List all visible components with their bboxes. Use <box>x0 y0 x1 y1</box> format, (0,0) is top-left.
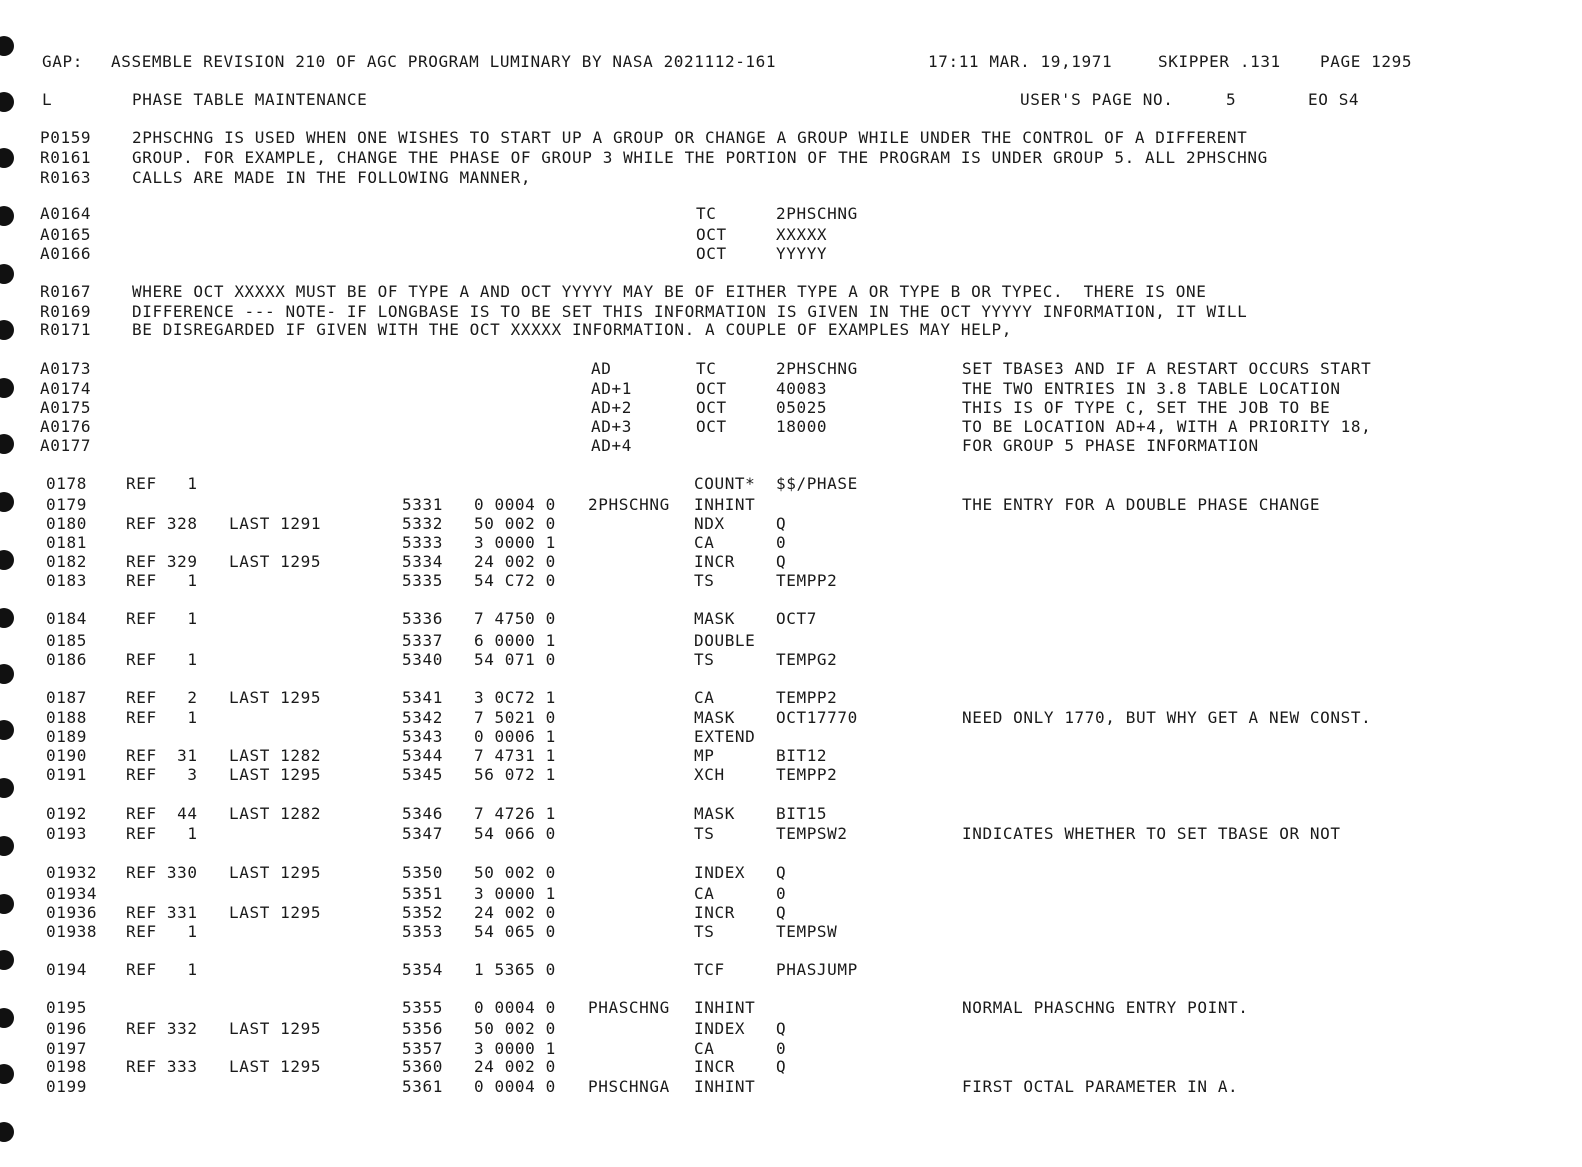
opcode: TCF <box>694 960 725 979</box>
last-page-ref: LAST 1291 <box>229 514 322 533</box>
operand: BIT15 <box>776 804 828 823</box>
sprocket-hole <box>0 206 14 226</box>
memory-address: 5343 <box>402 727 443 746</box>
example-op: TC <box>696 204 717 223</box>
sprocket-hole <box>0 894 14 914</box>
ref-count: REF 1 <box>126 922 198 941</box>
octal-word: 24 002 0 <box>474 903 556 922</box>
remark-id: R0161 <box>40 148 92 167</box>
operand: TEMPP2 <box>776 688 838 707</box>
comment: THE ENTRY FOR A DOUBLE PHASE CHANGE <box>962 495 1321 514</box>
opcode: DOUBLE <box>694 631 756 650</box>
octal-word: 3 0000 1 <box>474 1039 556 1058</box>
sprocket-hole <box>0 664 14 684</box>
source-line-number: 0197 <box>46 1039 87 1058</box>
memory-address: 5341 <box>402 688 443 707</box>
last-page-ref: LAST 1295 <box>229 765 322 784</box>
sprocket-hole <box>0 434 14 454</box>
ref-count: REF 331 <box>126 903 198 922</box>
opcode: INCR <box>694 903 735 922</box>
eo-code: EO S4 <box>1308 90 1360 109</box>
example-label: AD <box>591 359 612 378</box>
memory-address: 5332 <box>402 514 443 533</box>
example-operand: 2PHSCHNG <box>776 359 858 378</box>
sprocket-hole <box>0 92 14 112</box>
example-operand: 2PHSCHNG <box>776 204 858 223</box>
sprocket-hole <box>0 608 14 628</box>
opcode: TS <box>694 824 715 843</box>
source-line-number: 01938 <box>46 922 98 941</box>
operand: Q <box>776 863 787 882</box>
memory-address: 5352 <box>402 903 443 922</box>
ref-count: REF 44 <box>126 804 198 823</box>
source-line-number: 01932 <box>46 863 98 882</box>
symbol-label: PHSCHNGA <box>588 1077 670 1096</box>
operand: 0 <box>776 533 787 552</box>
example-label: AD+3 <box>591 417 632 436</box>
remark-text: BE DISREGARDED IF GIVEN WITH THE OCT XXXXX INFORMATION. A COUPLE OF EXAMPLES MAY HELP, <box>132 320 1013 339</box>
octal-word: 0 0006 1 <box>474 727 556 746</box>
source-line-number: 0186 <box>46 650 87 669</box>
source-line-number: 0184 <box>46 609 87 628</box>
octal-word: 0 0004 0 <box>474 998 556 1017</box>
memory-address: 5361 <box>402 1077 443 1096</box>
sprocket-hole <box>0 950 14 970</box>
operand: TEMPSW <box>776 922 838 941</box>
opcode: TS <box>694 571 715 590</box>
octal-word: 54 066 0 <box>474 824 556 843</box>
operand: 0 <box>776 884 787 903</box>
memory-address: 5357 <box>402 1039 443 1058</box>
remark-text: DIFFERENCE --- NOTE- IF LONGBASE IS TO BE SET THIS INFORMATION IS GIVEN IN THE OCT YYYYY INFORMATION, IT WILL <box>132 302 1248 321</box>
opcode: MASK <box>694 804 735 823</box>
ref-count: REF 1 <box>126 708 198 727</box>
memory-address: 5353 <box>402 922 443 941</box>
memory-address: 5350 <box>402 863 443 882</box>
example-op: OCT <box>696 225 727 244</box>
example-label: AD+4 <box>591 436 632 455</box>
memory-address: 5354 <box>402 960 443 979</box>
memory-address: 5347 <box>402 824 443 843</box>
example-line-id: A0165 <box>40 225 92 244</box>
example-label: AD+2 <box>591 398 632 417</box>
octal-word: 50 002 0 <box>474 863 556 882</box>
comment: NORMAL PHASCHNG ENTRY POINT. <box>962 998 1249 1017</box>
memory-address: 5346 <box>402 804 443 823</box>
ref-count: REF 328 <box>126 514 198 533</box>
source-line-number: 0183 <box>46 571 87 590</box>
last-page-ref: LAST 1282 <box>229 804 322 823</box>
sprocket-hole <box>0 778 14 798</box>
example-line-id: A0174 <box>40 379 92 398</box>
opcode: INCR <box>694 552 735 571</box>
octal-word: 0 0004 0 <box>474 495 556 514</box>
memory-address: 5342 <box>402 708 443 727</box>
octal-word: 54 065 0 <box>474 922 556 941</box>
remark-text: 2PHSCHNG IS USED WHEN ONE WISHES TO START UP A GROUP OR CHANGE A GROUP WHILE UNDER THE CONTROL OF A DIFFERENT <box>132 128 1248 147</box>
gap-label: GAP: <box>42 52 83 71</box>
opcode: CA <box>694 533 715 552</box>
operand: OCT7 <box>776 609 817 628</box>
last-page-ref: LAST 1295 <box>229 1057 322 1076</box>
source-line-number: 0196 <box>46 1019 87 1038</box>
operand: Q <box>776 1057 787 1076</box>
ref-count: REF 31 <box>126 746 198 765</box>
opcode: COUNT* <box>694 474 756 493</box>
sprocket-hole <box>0 264 14 284</box>
memory-address: 5335 <box>402 571 443 590</box>
remark-text: CALLS ARE MADE IN THE FOLLOWING MANNER, <box>132 168 532 187</box>
example-comment: THIS IS OF TYPE C, SET THE JOB TO BE <box>962 398 1331 417</box>
page-number: PAGE 1295 <box>1320 52 1413 71</box>
memory-address: 5334 <box>402 552 443 571</box>
ref-count: REF 329 <box>126 552 198 571</box>
example-line-id: A0166 <box>40 244 92 263</box>
example-op: OCT <box>696 379 727 398</box>
operand: 0 <box>776 1039 787 1058</box>
source-line-number: 0189 <box>46 727 87 746</box>
operand: OCT17770 <box>776 708 858 727</box>
source-line-number: 0199 <box>46 1077 87 1096</box>
sprocket-hole <box>0 1122 14 1142</box>
symbol-label: 2PHSCHNG <box>588 495 670 514</box>
memory-address: 5336 <box>402 609 443 628</box>
octal-word: 56 072 1 <box>474 765 556 784</box>
example-line-id: A0173 <box>40 359 92 378</box>
opcode: CA <box>694 1039 715 1058</box>
comment: FIRST OCTAL PARAMETER IN A. <box>962 1077 1239 1096</box>
sprocket-hole <box>0 148 14 168</box>
sprocket-hole <box>0 320 14 340</box>
memory-address: 5333 <box>402 533 443 552</box>
opcode: INDEX <box>694 863 746 882</box>
section-title: PHASE TABLE MAINTENANCE <box>132 90 368 109</box>
memory-address: 5356 <box>402 1019 443 1038</box>
sprocket-hole <box>0 550 14 570</box>
comment: NEED ONLY 1770, BUT WHY GET A NEW CONST. <box>962 708 1372 727</box>
octal-word: 24 002 0 <box>474 1057 556 1076</box>
ref-count: REF 1 <box>126 571 198 590</box>
memory-address: 5337 <box>402 631 443 650</box>
ref-count: REF 1 <box>126 960 198 979</box>
operand: TEMPG2 <box>776 650 838 669</box>
opcode: MASK <box>694 609 735 628</box>
example-comment: SET TBASE3 AND IF A RESTART OCCURS START <box>962 359 1372 378</box>
memory-address: 5331 <box>402 495 443 514</box>
operand: TEMPP2 <box>776 571 838 590</box>
octal-word: 7 5021 0 <box>474 708 556 727</box>
last-page-ref: LAST 1295 <box>229 688 322 707</box>
ref-count: REF 1 <box>126 609 198 628</box>
sprocket-hole <box>0 378 14 398</box>
octal-word: 3 0000 1 <box>474 533 556 552</box>
operand: Q <box>776 514 787 533</box>
sprocket-hole <box>0 1008 14 1028</box>
opcode: INHINT <box>694 1077 756 1096</box>
source-line-number: 0198 <box>46 1057 87 1076</box>
opcode: TS <box>694 922 715 941</box>
source-line-number: 0194 <box>46 960 87 979</box>
memory-address: 5340 <box>402 650 443 669</box>
users-page-number: 5 <box>1226 90 1237 109</box>
opcode: CA <box>694 884 715 903</box>
example-operand: YYYYY <box>776 244 828 263</box>
source-line-number: 0185 <box>46 631 87 650</box>
octal-word: 7 4731 1 <box>474 746 556 765</box>
octal-word: 54 071 0 <box>474 650 556 669</box>
ref-count: REF 1 <box>126 474 198 493</box>
octal-word: 24 002 0 <box>474 552 556 571</box>
source-line-number: 01934 <box>46 884 98 903</box>
operand: TEMPSW2 <box>776 824 848 843</box>
example-op: OCT <box>696 417 727 436</box>
source-line-number: 01936 <box>46 903 98 922</box>
octal-word: 7 4726 1 <box>474 804 556 823</box>
last-page-ref: LAST 1295 <box>229 552 322 571</box>
source-line-number: 0193 <box>46 824 87 843</box>
memory-address: 5345 <box>402 765 443 784</box>
sprocket-hole <box>0 1064 14 1084</box>
ref-count: REF 1 <box>126 650 198 669</box>
opcode: INHINT <box>694 998 756 1017</box>
opcode: XCH <box>694 765 725 784</box>
operand: PHASJUMP <box>776 960 858 979</box>
ref-count: REF 330 <box>126 863 198 882</box>
ref-count: REF 3 <box>126 765 198 784</box>
source-line-number: 0188 <box>46 708 87 727</box>
symbol-label: PHASCHNG <box>588 998 670 1017</box>
opcode: INHINT <box>694 495 756 514</box>
octal-word: 0 0004 0 <box>474 1077 556 1096</box>
ref-count: REF 333 <box>126 1057 198 1076</box>
sprocket-hole <box>0 836 14 856</box>
operand: TEMPP2 <box>776 765 838 784</box>
comment: INDICATES WHETHER TO SET TBASE OR NOT <box>962 824 1341 843</box>
opcode: CA <box>694 688 715 707</box>
last-page-ref: LAST 1282 <box>229 746 322 765</box>
example-line-id: A0175 <box>40 398 92 417</box>
octal-word: 3 0000 1 <box>474 884 556 903</box>
example-operand: XXXXX <box>776 225 828 244</box>
opcode: NDX <box>694 514 725 533</box>
source-line-number: 0195 <box>46 998 87 1017</box>
example-op: OCT <box>696 244 727 263</box>
octal-word: 50 002 0 <box>474 514 556 533</box>
ref-count: REF 2 <box>126 688 198 707</box>
octal-word: 50 002 0 <box>474 1019 556 1038</box>
remark-text: GROUP. FOR EXAMPLE, CHANGE THE PHASE OF GROUP 3 WHILE THE PORTION OF THE PROGRAM IS UNDER GROUP 5. ALL 2PHSCHNG <box>132 148 1268 167</box>
ref-count: REF 1 <box>126 824 198 843</box>
remark-id: R0171 <box>40 320 92 339</box>
octal-word: 7 4750 0 <box>474 609 556 628</box>
source-line-number: 0191 <box>46 765 87 784</box>
operand: Q <box>776 1019 787 1038</box>
last-page-ref: LAST 1295 <box>229 1019 322 1038</box>
source-line-number: 0190 <box>46 746 87 765</box>
remark-id: R0167 <box>40 282 92 301</box>
opcode: EXTEND <box>694 727 756 746</box>
ref-count: REF 332 <box>126 1019 198 1038</box>
octal-word: 3 0C72 1 <box>474 688 556 707</box>
example-operand: 05025 <box>776 398 828 417</box>
sprocket-hole <box>0 36 14 56</box>
octal-word: 54 C72 0 <box>474 571 556 590</box>
source-line-number: 0179 <box>46 495 87 514</box>
skipper: SKIPPER .131 <box>1158 52 1281 71</box>
memory-address: 5344 <box>402 746 443 765</box>
opcode: INCR <box>694 1057 735 1076</box>
opcode: TS <box>694 650 715 669</box>
timestamp: 17:11 MAR. 19,1971 <box>928 52 1113 71</box>
example-operand: 40083 <box>776 379 828 398</box>
example-operand: 18000 <box>776 417 828 436</box>
opcode: MP <box>694 746 715 765</box>
assembly-title: ASSEMBLE REVISION 210 OF AGC PROGRAM LUMINARY BY NASA 2021112-161 <box>111 52 777 71</box>
source-line-number: 0192 <box>46 804 87 823</box>
opcode: MASK <box>694 708 735 727</box>
remark-id: R0169 <box>40 302 92 321</box>
source-line-number: 0178 <box>46 474 87 493</box>
example-line-id: A0176 <box>40 417 92 436</box>
operand: Q <box>776 552 787 571</box>
remark-id: P0159 <box>40 128 92 147</box>
source-line-number: 0181 <box>46 533 87 552</box>
example-line-id: A0164 <box>40 204 92 223</box>
operand: $$/PHASE <box>776 474 858 493</box>
octal-word: 1 5365 0 <box>474 960 556 979</box>
users-page-label: USER'S PAGE NO. <box>1020 90 1174 109</box>
source-line-number: 0180 <box>46 514 87 533</box>
example-label: AD+1 <box>591 379 632 398</box>
last-page-ref: LAST 1295 <box>229 903 322 922</box>
sprocket-hole <box>0 720 14 740</box>
example-comment: FOR GROUP 5 PHASE INFORMATION <box>962 436 1259 455</box>
last-page-ref: LAST 1295 <box>229 863 322 882</box>
memory-address: 5360 <box>402 1057 443 1076</box>
octal-word: 6 0000 1 <box>474 631 556 650</box>
example-line-id: A0177 <box>40 436 92 455</box>
operand: Q <box>776 903 787 922</box>
example-op: OCT <box>696 398 727 417</box>
memory-address: 5351 <box>402 884 443 903</box>
example-comment: TO BE LOCATION AD+4, WITH A PRIORITY 18, <box>962 417 1372 436</box>
example-op: TC <box>696 359 717 378</box>
source-line-number: 0187 <box>46 688 87 707</box>
operand: BIT12 <box>776 746 828 765</box>
remark-text: WHERE OCT XXXXX MUST BE OF TYPE A AND OCT YYYYY MAY BE OF EITHER TYPE A OR TYPE B OR TYPEC. THERE IS ONE <box>132 282 1207 301</box>
example-comment: THE TWO ENTRIES IN 3.8 TABLE LOCATION <box>962 379 1341 398</box>
remark-id: R0163 <box>40 168 92 187</box>
log-code: L <box>42 90 53 109</box>
source-line-number: 0182 <box>46 552 87 571</box>
sprocket-hole <box>0 492 14 512</box>
opcode: INDEX <box>694 1019 746 1038</box>
memory-address: 5355 <box>402 998 443 1017</box>
